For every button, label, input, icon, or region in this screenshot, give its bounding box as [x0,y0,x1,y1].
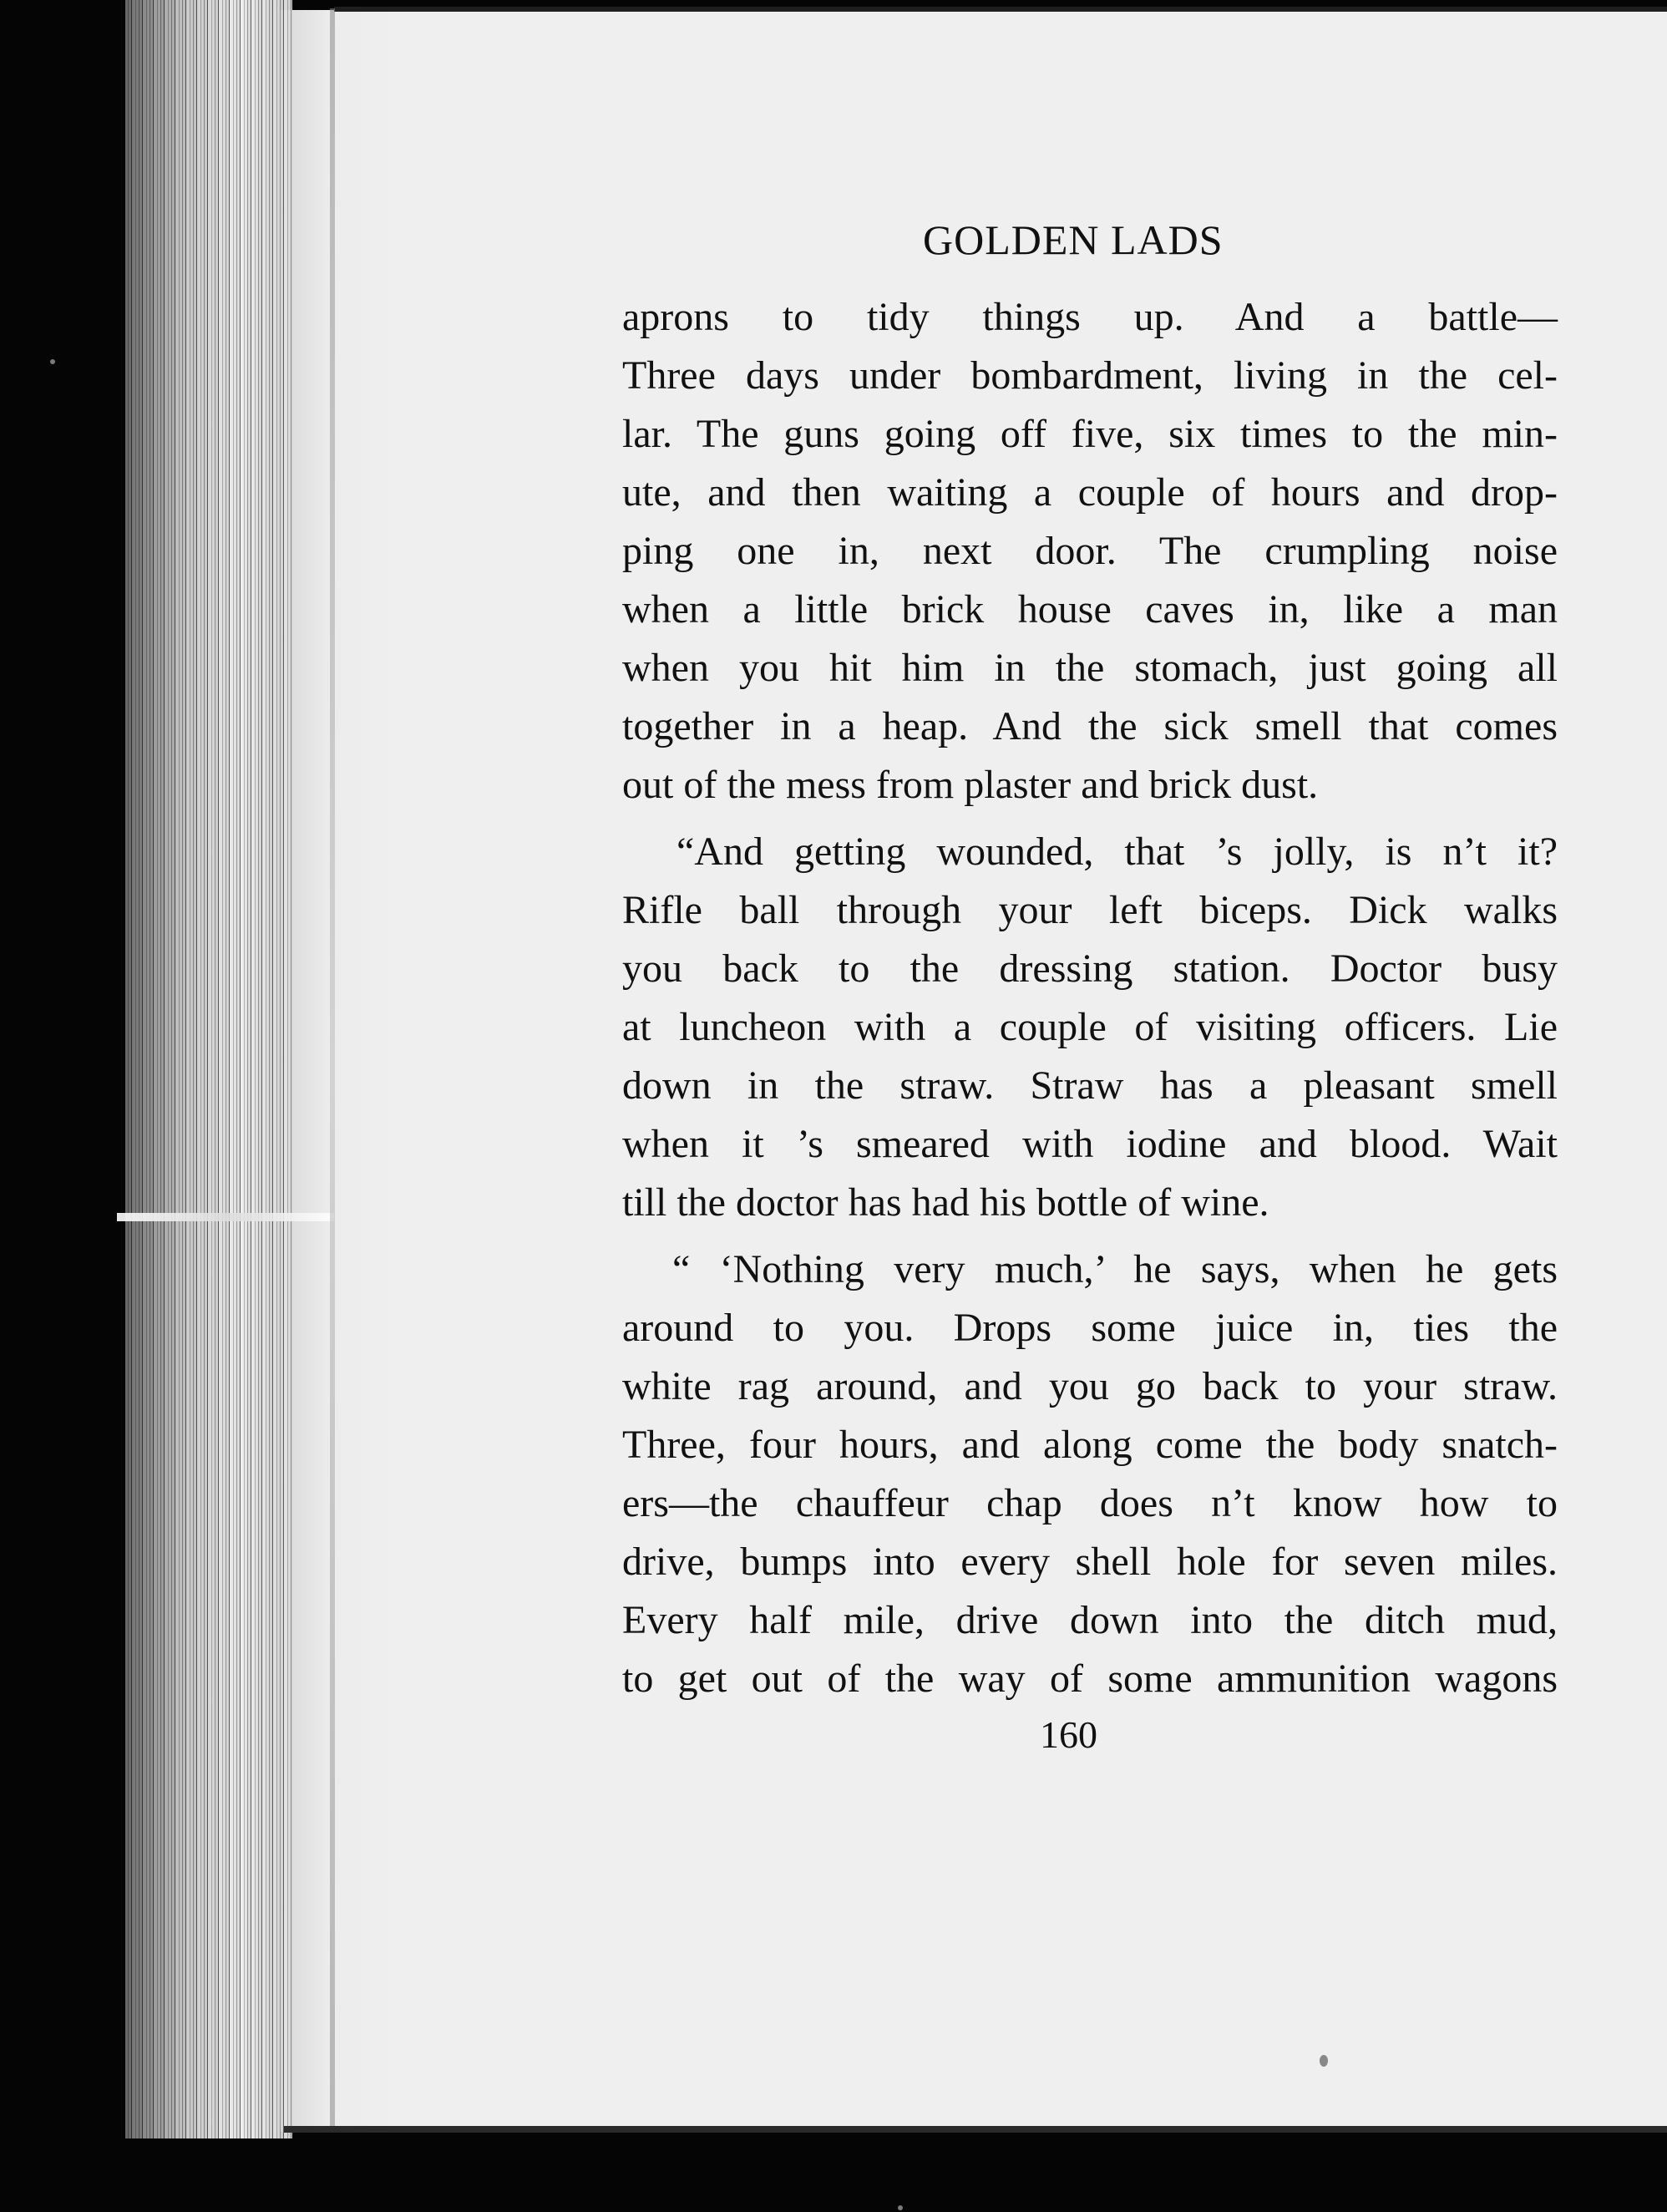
dust-speck [1320,2055,1328,2067]
text-line: ers—the chauffeur chap does n’t know how to [622,1481,1558,1525]
text-line: drive, bumps into every shell hole for seven miles. [622,1540,1558,1584]
text-line: down in the straw. Straw has a pleasant smell [622,1063,1558,1108]
top-border [334,7,1667,12]
text-line: you back to the dressing station. Doctor busy [622,946,1558,991]
text-line: when you hit him in the stomach, just going all [622,646,1558,690]
page-number: 160 [1040,1713,1097,1756]
text-line: to get out of the way of some ammunition wagons [622,1656,1558,1701]
text-line: Every half mile, drive down into the ditch mud, [622,1598,1558,1642]
running-head: GOLDEN LADS [923,216,1224,263]
text-line: till the doctor has had his bottle of wine. [622,1180,1269,1225]
text-line: together in a heap. And the sick smell that comes [622,704,1558,748]
page-edge-gap [117,1213,334,1221]
dust-speck [898,2205,903,2210]
text-line: out of the mess from plaster and brick dust. [622,763,1319,807]
text-line: at luncheon with a couple of visiting officers. Lie [622,1005,1558,1049]
text-line: white rag around, and you go back to your straw. [622,1364,1558,1408]
text-line: when a little brick house caves in, like a man [622,587,1558,632]
text-line: ute, and then waiting a couple of hours and drop- [622,470,1558,515]
text-line: Three, four hours, and along come the body snatch- [622,1423,1558,1467]
page-edges-shadow [125,0,292,2138]
bottom-border [284,2126,1667,2133]
text-line: around to you. Drops some juice in, ties the [622,1306,1558,1350]
text-line: Three days under bombardment, living in the cel- [622,353,1558,398]
text-line: Rifle ball through your left biceps. Dick walks [622,888,1558,932]
text-line: lar. The guns going off five, six times to the min- [622,412,1558,456]
dust-speck [50,359,55,364]
text-line: “ ‘Nothing very much,’ he says, when he gets [672,1247,1558,1291]
text-line: “And getting wounded, that ’s jolly, is n’t it? [676,830,1558,874]
text-line: when it ’s smeared with iodine and blood. Wait [622,1122,1558,1166]
text-line: ping one in, next door. The crumpling noise [622,529,1558,573]
text-line: aprons to tidy things up. And a battle— [622,295,1558,339]
spine-line [330,8,335,2130]
